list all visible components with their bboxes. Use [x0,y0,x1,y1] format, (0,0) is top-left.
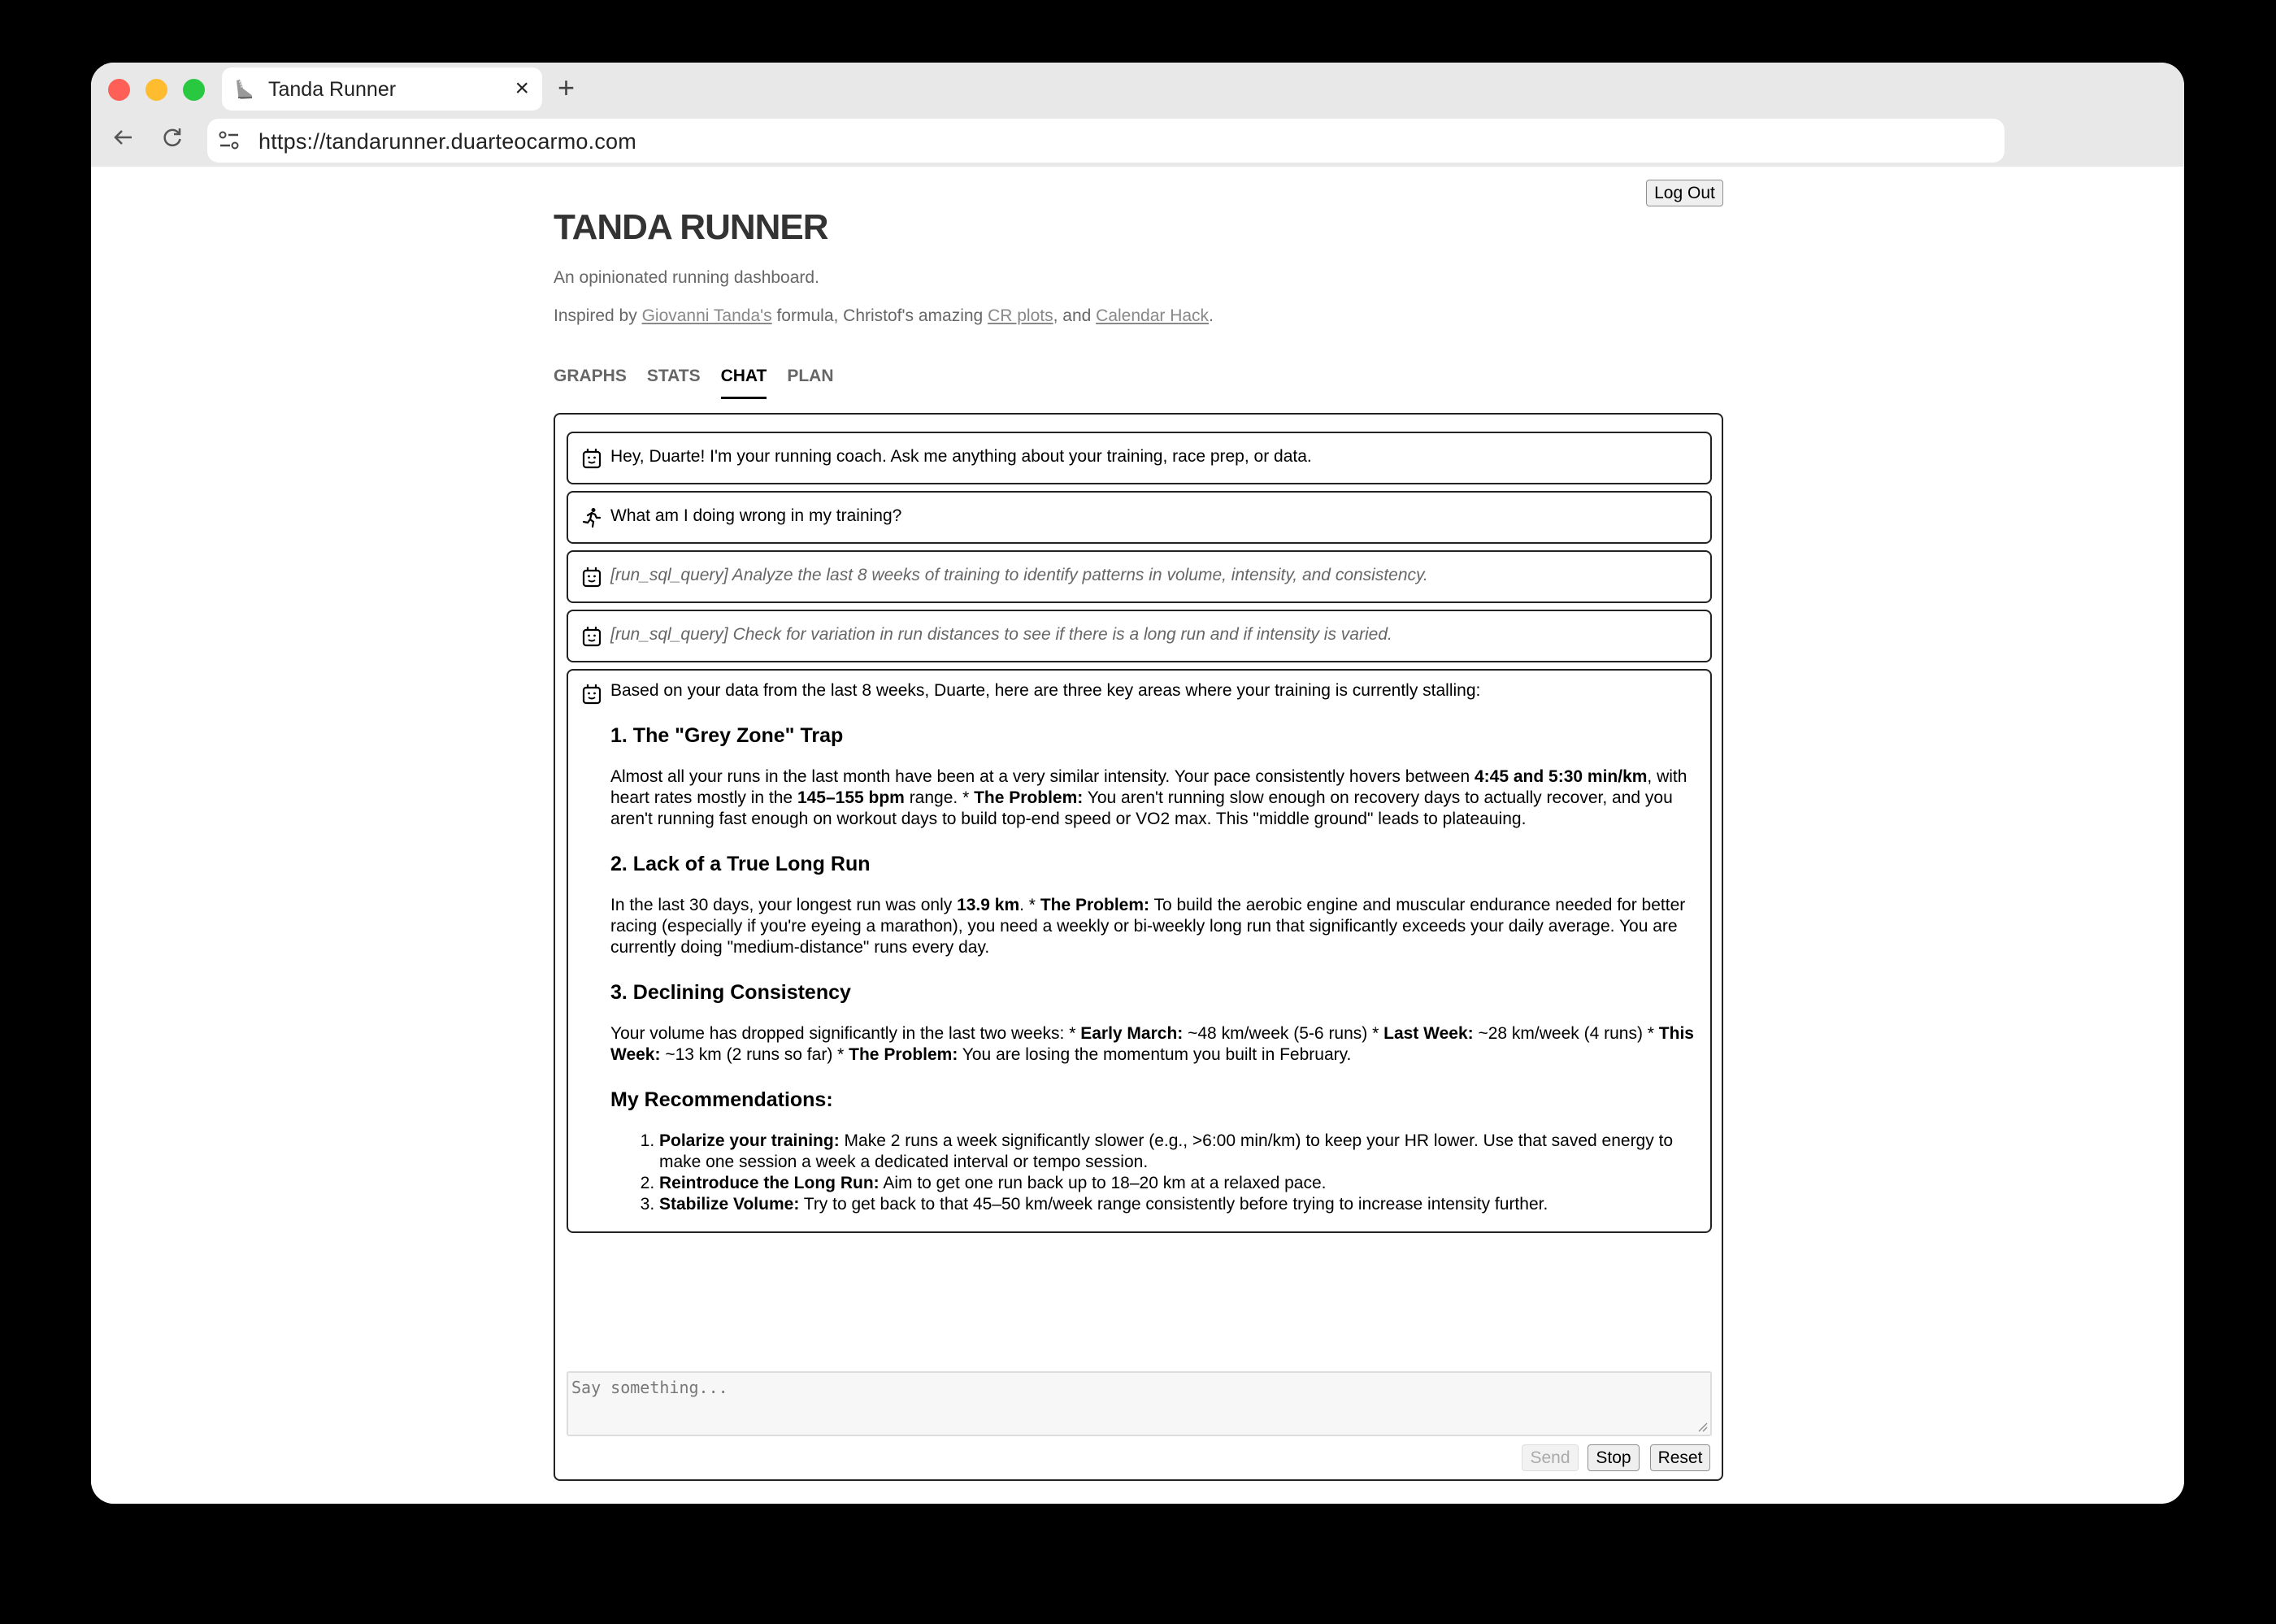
recommendations-list [659,1131,1696,1215]
calendar-hack-link[interactable]: Calendar Hack [1096,306,1210,325]
section-paragraph [610,766,1696,830]
send-button[interactable]: Send [1522,1444,1579,1471]
address-bar[interactable] [207,119,2005,163]
bold-run: 4:45 and 5:30 min/km [1475,767,1648,786]
section-heading: 3. Declining Consistency [610,981,851,1004]
tab-chat[interactable]: CHAT [721,367,767,397]
response-intro: Based on your data from the last 8 weeks, Duarte, here are three key areas where your training is currently stalling: [610,681,1481,700]
text-run: Almost all your runs in the last month have been at a very similar intensity. Your pace consistently hovers between [610,767,1475,786]
inspired-middle-2: , and [1053,306,1097,325]
tab-title: Tanda Runner [268,78,397,101]
chat-input[interactable] [567,1371,1712,1436]
message-text: Hey, Duarte! I'm your running coach. Ask me anything about your training, race prep, or data. [610,447,1312,466]
message-text: [run_sql_query] Analyze the last 8 weeks of training to identify patterns in volume, intensity, and consistency. [610,566,1428,584]
recommendation-text: Try to get back to that 45–50 km/week range consistently before trying to increase intensity further. [799,1195,1548,1214]
recommendation-item [659,1173,1696,1194]
robot-icon [582,448,602,469]
page-subtitle: An opinionated running dashboard. [554,268,819,287]
text-run: You are losing the momentum you built in February. [958,1045,1352,1064]
back-arrow-icon[interactable] [112,126,135,155]
inspired-line [554,306,1214,326]
chat-panel [554,413,1723,1481]
bold-run: 13.9 km [957,896,1020,914]
chat-message-tool-call [567,610,1712,662]
browser-tab[interactable] [222,67,542,111]
tab-close-icon[interactable]: × [515,75,529,102]
page-title: TANDA RUNNER [554,207,828,247]
message-text: What am I doing wrong in my training? [610,506,902,525]
chat-message-assistant [567,432,1712,484]
recommendation-label: Reintroduce the Long Run: [659,1174,880,1192]
bold-run: The Problem: [849,1045,958,1064]
minimize-window-button[interactable] [146,79,167,101]
stop-button[interactable]: Stop [1588,1444,1640,1471]
chat-message-tool-call [567,550,1712,603]
cr-plots-link[interactable]: CR plots [988,306,1053,325]
new-tab-button[interactable]: + [558,71,576,104]
text-run: In the last 30 days, your longest run was only [610,896,958,914]
inspired-middle-1: formula, Christof's amazing [771,306,988,325]
text-run: You aren't running slow enough on recovery days to actually recover, and you aren't running fast enough on workout days to build top-end speed or VO2 max. This "middle ground" leads to plateauing. [610,788,1673,828]
text-run: To build the aerobic engine and muscular endurance needed for better racing (especially if you're eyeing a marathon), you need a weekly or bi-weekly long run that significantly exceeds your daily average. You are currently doing "medium-distance" runs every day. [610,896,1686,957]
browser-window [91,63,2184,1504]
reload-icon[interactable] [161,126,184,155]
recommendation-label: Polarize your training: [659,1131,840,1150]
tab-plan[interactable]: PLAN [787,367,834,385]
main-tabs [554,367,854,397]
chat-message-assistant-response [567,669,1712,1233]
text-run: Your volume has dropped significantly in the last two weeks: * [610,1024,1081,1043]
text-run: , with heart rates mostly in the [610,767,1687,807]
logout-button[interactable]: Log Out [1646,180,1723,206]
site-settings-icon[interactable] [219,130,240,151]
text-run: ~13 km (2 runs so far) * [660,1045,849,1064]
section-paragraph [610,895,1696,958]
text-run: . * [1019,896,1040,914]
section-heading: 2. Lack of a True Long Run [610,853,871,875]
text-run: ~48 km/week (5-6 runs) * [1183,1024,1384,1043]
robot-icon [582,567,602,588]
resize-handle-icon[interactable] [1696,1421,1708,1432]
robot-icon [582,626,602,647]
tab-graphs[interactable]: GRAPHS [554,367,627,385]
section-heading: 1. The "Grey Zone" Trap [610,724,844,747]
running-shoe-icon [232,77,256,102]
bold-run: The Problem: [974,788,1084,807]
chat-messages[interactable] [567,432,1712,1240]
page-content [91,167,2184,1504]
chat-input-placeholder: Say something... [571,1378,728,1397]
section-paragraph [610,1023,1696,1066]
bold-run: The Problem: [1040,896,1150,914]
bold-run: Early March: [1080,1024,1184,1043]
message-text: [run_sql_query] Check for variation in run distances to see if there is a long run and if intensity is varied. [610,625,1392,644]
tab-stats[interactable]: STATS [646,367,701,385]
recommendation-text: Make 2 runs a week significantly slower (e.g., >6:00 min/km) to keep your HR lower. Use that saved energy to make one session a week a dedicated interval or tempo session. [659,1131,1674,1171]
recommendation-item [659,1194,1696,1215]
inspired-prefix: Inspired by [554,306,642,325]
text-run: range. * [904,788,975,807]
giovanni-tanda-link[interactable]: Giovanni Tanda's [641,306,772,325]
close-window-button[interactable] [108,79,130,101]
chat-message-user [567,491,1712,544]
recommendation-item [659,1131,1696,1173]
bold-run: This Week: [610,1024,1694,1064]
bold-run: Last Week: [1383,1024,1474,1043]
url-text[interactable]: https://tandarunner.duarteocarmo.com [258,129,636,154]
browser-chrome [91,63,2184,167]
bold-run: 145–155 bpm [797,788,905,807]
recommendation-text: Aim to get one run back up to 18–20 km at a relaxed pace. [879,1174,1327,1192]
runner-icon [582,507,602,528]
text-run: ~28 km/week (4 runs) * [1473,1024,1659,1043]
maximize-window-button[interactable] [183,79,205,101]
reset-button[interactable]: Reset [1650,1444,1710,1471]
robot-icon [582,684,602,705]
recommendation-label: Stabilize Volume: [659,1195,800,1214]
recommendations-heading: My Recommendations: [610,1088,833,1111]
inspired-suffix: . [1209,306,1214,325]
